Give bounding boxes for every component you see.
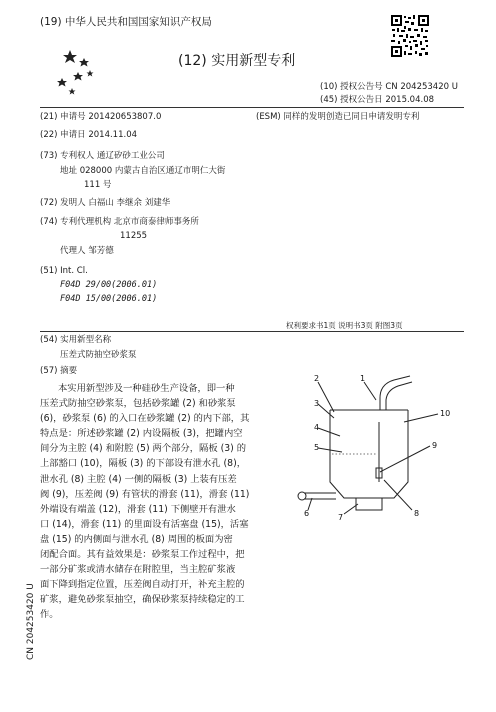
patentee: (73) 专利权人 通辽矽砂工业公司 bbox=[40, 151, 165, 161]
header-rule bbox=[40, 107, 464, 108]
abstract-line: 作。 bbox=[40, 609, 59, 621]
inlet-pipe-outer bbox=[386, 382, 412, 410]
section-rule bbox=[40, 331, 464, 332]
agency-line-1: (74) 专利代理机构 北京市商泰律师事务所 bbox=[40, 217, 199, 227]
abstract-line: 上部豁口 (10)，隔板 (3) 的下部设有泄水孔 (8)， bbox=[40, 458, 246, 470]
bottom-outlet bbox=[356, 498, 382, 510]
figure-label: 7 bbox=[338, 513, 344, 522]
figure-label: 9 bbox=[432, 441, 438, 450]
figure-label: 5 bbox=[314, 443, 320, 452]
pump-inlet bbox=[298, 492, 306, 500]
abstract-label: (57) 摘要 bbox=[40, 366, 78, 376]
publication-date: (45) 授权公告日 2015.04.08 bbox=[320, 95, 435, 105]
address-line-1: 地址 028000 内蒙古自治区通辽市明仁大街 bbox=[60, 166, 226, 176]
abstract-line: 泄水孔 (8) 主腔 (4) 一侧的隔板 (3) 上装有压差 bbox=[40, 473, 237, 485]
figure-label: 4 bbox=[314, 423, 320, 432]
utility-model-title: 压差式防抽空砂浆泵 bbox=[60, 350, 137, 360]
ipc-class-1: F04D 29/00(2006.01) bbox=[60, 280, 158, 290]
abstract-line: 本实用新型涉及一种硅砂生产设备，即一种 bbox=[58, 383, 235, 394]
issuing-office: (19) 中华人民共和国国家知识产权局 bbox=[40, 16, 212, 28]
title-label: (54) 实用新型名称 bbox=[40, 335, 112, 345]
abstract-line: 特点是：所述砂浆罐 (2) 内设隔板 (3)，把罐内空 bbox=[40, 428, 243, 440]
esm-note: (ESM) 同样的发明创造已同日申请发明专利 bbox=[256, 112, 420, 122]
abstract-line: 盘 (15) 的内侧面与泄水孔 (8) 周围的板面为密 bbox=[40, 533, 233, 545]
abstract-line: 面下降到指定位置，压差阀自动打开，补充主腔的 bbox=[40, 579, 245, 591]
figure-label: 10 bbox=[440, 409, 451, 418]
tank-outline bbox=[330, 410, 408, 498]
figure-label: 8 bbox=[414, 509, 420, 518]
abstract-line: 一部分矿浆或清水储存在附腔里，当主腔矿浆液 bbox=[40, 564, 236, 576]
pump-tank-figure bbox=[280, 370, 470, 530]
abstract-line: 压差式防抽空砂浆泵，包括砂浆罐 (2) 和砂浆泵 bbox=[40, 398, 236, 410]
address-line-2: 111 号 bbox=[84, 180, 112, 190]
inlet-pipe bbox=[380, 376, 410, 410]
agency-line-2: 11255 bbox=[120, 231, 148, 241]
abstract-line: 矿浆，避免砂浆泵抽空，确保砂浆泵持续稳定的工 bbox=[40, 594, 245, 606]
figure-label: 2 bbox=[314, 374, 320, 383]
agent: 代理人 邹芳德 bbox=[60, 246, 114, 256]
document-type: (12) 实用新型专利 bbox=[178, 53, 296, 69]
application-number: (21) 申请号 201420653807.0 bbox=[40, 112, 162, 122]
abstract-text bbox=[40, 381, 254, 623]
cnipa-logo-icon bbox=[52, 48, 114, 98]
abstract-line: (6)，砂浆泵 (6) 的入口在砂浆罐 (2) 的内下部，其 bbox=[40, 413, 250, 425]
abstract-line: 间分为主腔 (4) 和附腔 (5) 两个部分，隔板 (3) 的 bbox=[40, 443, 246, 455]
pages-note: 权利要求书1页 说明书3页 附图3页 bbox=[286, 321, 403, 330]
pump-pipe bbox=[304, 493, 336, 499]
figure-label: 3 bbox=[314, 399, 320, 408]
inventors: (72) 发明人 白福山 李继余 刘建华 bbox=[40, 198, 171, 208]
figure-label: 6 bbox=[304, 509, 310, 518]
figure-label: 1 bbox=[360, 374, 366, 383]
abstract-line: 口 (14)，滑套 (11) 的里面设有活塞盘 (15)，活塞 bbox=[40, 518, 249, 530]
qr-code-icon bbox=[390, 14, 430, 58]
abstract-line: 阀 (9)，压差阀 (9) 有管状的滑套 (11)，滑套 (11) bbox=[40, 488, 250, 500]
abstract-line: 闭配合面。其有益效果是：砂浆泵工作过程中，把 bbox=[40, 549, 245, 561]
abstract-line: 外端设有端盖 (12)，滑套 (11) 下侧壁开有泄水 bbox=[40, 503, 236, 515]
intcl-label: (51) Int. Cl. bbox=[40, 266, 88, 276]
publication-number: (10) 授权公告号 CN 204253420 U bbox=[320, 82, 458, 92]
side-publication-number: CN 204253420 U bbox=[26, 583, 36, 660]
ipc-class-2: F04D 15/00(2006.01) bbox=[60, 294, 158, 304]
application-date: (22) 申请日 2014.11.04 bbox=[40, 130, 138, 140]
